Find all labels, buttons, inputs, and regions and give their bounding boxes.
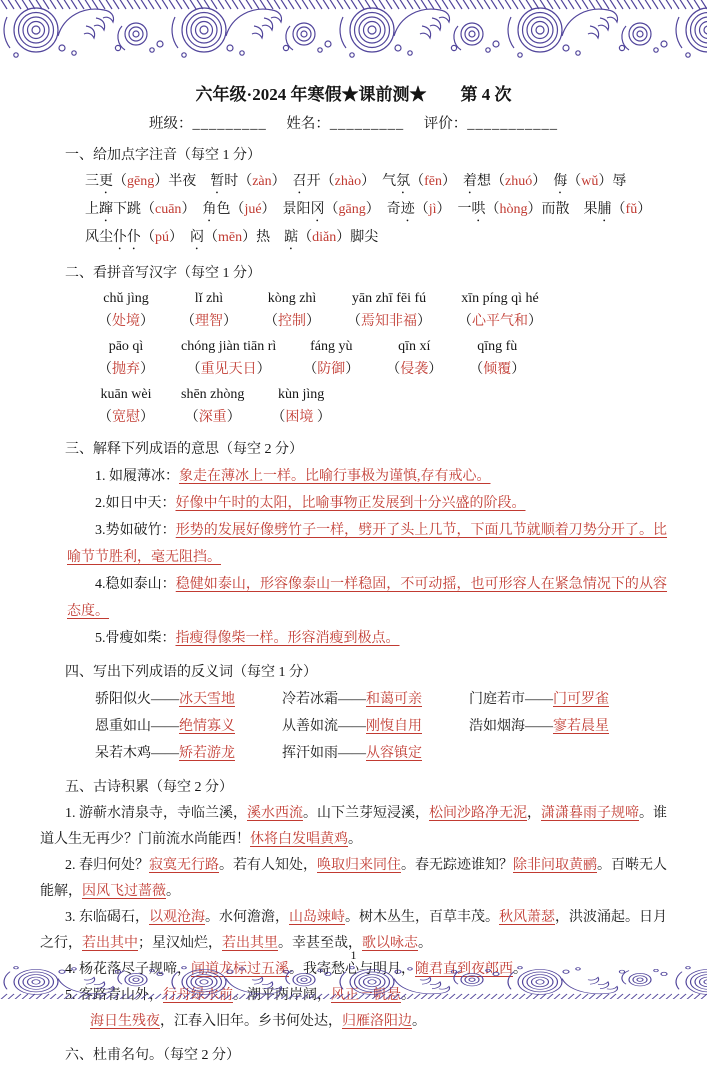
answer-text: 好像中午时的太阳，比喻事物正发展到十分兴盛的阶段。 xyxy=(175,496,526,511)
answer-text: 宽慰 xyxy=(112,410,140,425)
question-text: 。 xyxy=(412,1014,426,1029)
answer-text: 倾覆 xyxy=(483,362,512,377)
question-text: ）辱 xyxy=(598,174,627,189)
pinyin-answer-item xyxy=(98,336,154,381)
pinyin-answer-item xyxy=(271,384,331,429)
question-text: 踮 xyxy=(284,230,299,245)
question-text: 氛 xyxy=(396,174,411,189)
answer-in-parens: （深重） xyxy=(184,410,241,425)
idiom-explain-3 xyxy=(67,517,667,571)
question-text: ）脚尖 xyxy=(336,230,379,245)
question-text: 时（ xyxy=(224,174,253,189)
name-label: 姓名： xyxy=(286,116,330,132)
pinyin-text: chǔ jìng xyxy=(103,291,149,306)
answer-in-parens: （处境） xyxy=(98,314,154,329)
idiom-explain-5 xyxy=(67,625,667,652)
answer-text: 休将白发唱黄鸡 xyxy=(250,832,348,847)
antonym-answer: 绝情寡义 xyxy=(179,719,235,734)
answer-text: mēn xyxy=(218,230,243,245)
question-text: 色（ xyxy=(216,202,245,217)
pinyin-text: qīn xí xyxy=(398,339,431,354)
pinyin-text: qīng fù xyxy=(477,339,518,354)
question-text: 下跳（ xyxy=(113,202,155,217)
answer-text: gāng xyxy=(338,202,366,217)
page-title: 六年级·2024 年寒假★课前测★ 第 4 次 xyxy=(195,85,512,104)
answer-text: gēng xyxy=(127,174,155,189)
idiom-text: 冷若冰霜—— xyxy=(282,692,366,707)
question-text: ） xyxy=(365,202,387,217)
question-text: 。 xyxy=(418,936,432,951)
question-text: ）而散 xyxy=(527,202,584,217)
question-text: ） xyxy=(637,202,652,217)
question-text: 。春无踪迹谁知？ xyxy=(401,858,513,873)
question-text: 4.稳如泰山： xyxy=(95,577,176,592)
question-text: ）半夜 xyxy=(154,174,211,189)
question-text: 。若有人知处， xyxy=(219,858,317,873)
eval-label: 评价： xyxy=(423,116,468,132)
question-text: ，洪波涌起。日月之行， xyxy=(40,910,667,951)
question-text: 。 xyxy=(166,884,180,899)
question-text: ） xyxy=(532,174,554,189)
name-blank: _________ xyxy=(329,116,405,132)
answer-text: 除非问取黄鹂 xyxy=(513,858,597,873)
question-text: 。谁道人生无再少？门前流水尚能西！ xyxy=(40,806,667,847)
question-text: 2.如日中天： xyxy=(95,496,176,511)
pinyin-text: pāo qì xyxy=(108,339,144,354)
pinyin-row-2 xyxy=(98,336,667,381)
pinyin-text: kòng zhì xyxy=(267,291,317,306)
answer-text: 秋风萧瑟 xyxy=(499,910,555,925)
answer-in-parens: （宽慰） xyxy=(98,410,154,425)
pinyin-answer-item xyxy=(469,336,525,381)
answer-text: 深重 xyxy=(198,410,227,425)
pinyin-answer-item xyxy=(181,384,244,429)
answer-text: 焉知非福 xyxy=(361,314,417,329)
question-text: （ xyxy=(298,230,313,245)
pinyin-row-1 xyxy=(98,288,667,333)
antonym-answer: 刚愎自用 xyxy=(366,719,422,734)
idiom-text: 挥汗如雨—— xyxy=(282,746,366,761)
idiom-text: 呆若木鸡—— xyxy=(95,746,179,761)
pinyin-answer-item xyxy=(458,288,542,333)
phonetic-line-1 xyxy=(85,169,667,197)
answer-text: 唤取归来同住 xyxy=(317,858,401,873)
section3-heading: 三、解释下列成语的意思（每空 2 分） xyxy=(65,442,303,457)
question-text: 1. 如履薄冰： xyxy=(95,469,179,484)
question-text: 3.势如破竹： xyxy=(95,523,176,538)
answer-text: 心平气和 xyxy=(472,314,528,329)
answer-text: jì xyxy=(428,202,437,217)
question-text: 气 xyxy=(382,174,397,189)
question-text: 2. 春归何处？ xyxy=(65,858,149,873)
question-text: 闷 xyxy=(190,230,204,245)
answer-text: 海日生残夜 xyxy=(90,1014,160,1029)
question-text: （ xyxy=(204,230,218,245)
question-text: 召 xyxy=(292,174,307,189)
question-text: 三 xyxy=(85,174,99,189)
answer-text: 防御 xyxy=(317,362,346,377)
section5-heading: 五、古诗积累（每空 2 分） xyxy=(65,780,233,795)
answer-in-parens: （焉知非福） xyxy=(347,314,431,329)
question-text: ） xyxy=(261,202,283,217)
idiom-text: 浩如烟海—— xyxy=(469,719,553,734)
question-text: （ xyxy=(485,202,500,217)
antonym-pair xyxy=(95,740,282,767)
pinyin-text: kùn jìng xyxy=(278,387,325,402)
answer-text: cuān xyxy=(155,202,182,217)
poem-5-line-2 xyxy=(90,1009,667,1035)
answer-text: 指瘦得像柴一样。形容消瘦到极点。 xyxy=(175,631,400,646)
question-text: 上 xyxy=(85,202,99,217)
section2-heading: 二、看拼音写汉字（每空 1 分） xyxy=(65,266,261,281)
answer-text: fēn xyxy=(424,174,442,189)
idiom-text: 骄阳似火—— xyxy=(95,692,179,707)
pinyin-text: shēn zhòng xyxy=(181,387,245,402)
answer-in-parens: （控制） xyxy=(264,314,320,329)
pinyin-answer-item xyxy=(181,288,237,333)
answer-in-parens: （抛弃） xyxy=(98,362,154,377)
poem-2 xyxy=(40,853,667,905)
antonym-pair xyxy=(469,713,667,740)
question-text: 奇 xyxy=(386,202,401,217)
question-text: ） xyxy=(271,174,293,189)
answer-text: wǔ xyxy=(581,174,599,189)
question-text: 风尘 xyxy=(85,230,113,245)
answer-in-parens: （理智） xyxy=(181,314,237,329)
answer-text: zàn xyxy=(252,174,272,189)
answer-text: 理智 xyxy=(195,314,223,329)
question-text: （ xyxy=(324,202,339,217)
antonym-answer: 门可罗雀 xyxy=(553,692,609,707)
question-text: 侮 xyxy=(553,174,568,189)
question-text: 。山下兰芽短浸溪， xyxy=(303,806,429,821)
question-text: 果 xyxy=(583,202,598,217)
wave-border-bottom xyxy=(0,966,707,999)
pinyin-text: fáng yù xyxy=(310,339,353,354)
question-text: 着 xyxy=(462,174,477,189)
question-text: （ xyxy=(567,174,582,189)
pinyin-text: chóng jiàn tiān rì xyxy=(181,339,277,354)
answer-text: zhuó xyxy=(504,174,533,189)
question-text: 迹 xyxy=(400,202,415,217)
question-text: ， xyxy=(527,806,541,821)
question-text: 仆 xyxy=(113,230,127,245)
antonym-answer: 寥若晨星 xyxy=(553,719,609,734)
question-text: 想（ xyxy=(476,174,505,189)
phonetic-line-2 xyxy=(85,197,667,225)
answer-text: diǎn xyxy=(312,230,337,245)
question-text: 1. 游蕲水清泉寺，寺临兰溪， xyxy=(65,806,247,821)
question-text: （ xyxy=(414,202,429,217)
antonym-row-3 xyxy=(95,740,667,767)
question-text: 。水何澹澹， xyxy=(205,910,289,925)
question-text: 仆 xyxy=(127,230,141,245)
poem-1 xyxy=(40,801,667,853)
question-text: 。百啭无人能解， xyxy=(40,858,667,899)
antonym-answer: 矫若游龙 xyxy=(179,746,235,761)
antonym-answer: 和蔼可亲 xyxy=(366,692,422,707)
class-label: 班级： xyxy=(149,116,193,132)
answer-text: 归雁洛阳边 xyxy=(342,1014,412,1029)
answer-text: pú xyxy=(155,230,169,245)
phonetic-line-3 xyxy=(85,225,667,253)
idiom-text: 恩重如山—— xyxy=(95,719,179,734)
idiom-explain-2 xyxy=(67,490,667,517)
question-text: 蹿 xyxy=(99,202,113,217)
idiom-explain-4 xyxy=(67,571,667,625)
answer-text: 控制 xyxy=(278,314,306,329)
pinyin-answer-item xyxy=(303,336,359,381)
class-blank: _________ xyxy=(192,116,267,132)
answer-text: 松间沙路净无泥 xyxy=(429,806,527,821)
answer-text: 形势的发展好像劈竹子一样，劈开了头上几节，下面几节就顺着刀势分开了。比喻节节胜利，毫无阻挡。 xyxy=(67,523,668,565)
question-text: 5.骨瘦如柴： xyxy=(95,631,176,646)
question-text: （ xyxy=(113,174,127,189)
answer-text: jué xyxy=(244,202,262,217)
pinyin-answer-item xyxy=(98,288,154,333)
question-text: ） xyxy=(181,202,203,217)
answer-in-parens: （倾覆） xyxy=(469,362,526,377)
answer-text: hòng xyxy=(499,202,528,217)
pinyin-text: kuān wèi xyxy=(100,387,152,402)
question-text: 开（ xyxy=(306,174,335,189)
answer-in-parens: （心平气和） xyxy=(458,314,542,329)
pinyin-answer-item xyxy=(181,336,276,381)
antonym-pair xyxy=(469,686,667,713)
question-text: ）热 xyxy=(242,230,285,245)
question-text: 3. 东临碣石， xyxy=(65,910,149,925)
antonym-pair xyxy=(95,713,282,740)
question-text: 更 xyxy=(99,174,113,189)
answer-text: 山岛竦峙 xyxy=(289,910,345,925)
answer-in-parens: （防御） xyxy=(303,362,360,377)
answer-text: 歌以咏志 xyxy=(362,936,418,951)
pinyin-text: xīn píng qì hé xyxy=(461,291,539,306)
answer-in-parens: （困境 ） xyxy=(271,410,331,425)
antonym-pair xyxy=(282,686,469,713)
answer-in-parens: （侵袭） xyxy=(386,362,443,377)
question-text: ） xyxy=(169,230,190,245)
question-text: 。幸甚至哉， xyxy=(278,936,362,951)
pinyin-answer-item xyxy=(264,288,320,333)
section4-heading: 四、写出下列成语的反义词（每空 1 分） xyxy=(65,665,317,680)
question-text: 。树木丛生，百草丰茂。 xyxy=(345,910,499,925)
antonym-row-1 xyxy=(95,686,667,713)
antonym-pair xyxy=(282,740,469,767)
question-text: ） xyxy=(436,202,458,217)
question-text: （ xyxy=(611,202,626,217)
answer-text: 若出其中 xyxy=(82,936,138,951)
answer-text: 潇潇暮雨子规啼 xyxy=(541,806,639,821)
question-text: ，江春入旧年。乡书何处达， xyxy=(160,1014,342,1029)
answer-text: zhào xyxy=(334,174,362,189)
pinyin-answer-item xyxy=(386,336,442,381)
question-text: 脯 xyxy=(597,202,612,217)
answer-text: 因风飞过蔷薇 xyxy=(82,884,166,899)
answer-text: 以观沧海 xyxy=(149,910,205,925)
section1-heading: 一、给加点字注音（每空 1 分） xyxy=(65,148,261,163)
idiom-text: 从善如流—— xyxy=(282,719,366,734)
answer-text: 寂寞无行路 xyxy=(149,858,219,873)
answer-text: 侵袭 xyxy=(400,362,429,377)
answer-text: 抛弃 xyxy=(112,362,140,377)
pinyin-answer-item xyxy=(347,288,431,333)
antonym-answer: 冰天雪地 xyxy=(179,692,235,707)
question-text: 景阳 xyxy=(282,202,311,217)
answer-text: 稳健如泰山，形容像泰山一样稳固，不可动摇，也可形容人在紧急情况下的从容态度。 xyxy=(67,577,668,619)
question-text: （ xyxy=(410,174,425,189)
question-text: 角 xyxy=(202,202,217,217)
pinyin-text: yān zhī fēi fú xyxy=(351,291,427,306)
antonym-pair xyxy=(95,686,282,713)
pinyin-row-3 xyxy=(98,384,667,429)
antonym-answer: 从容镇定 xyxy=(366,746,422,761)
question-text: 暂 xyxy=(210,174,225,189)
question-text: （ xyxy=(141,230,155,245)
idiom-text: 门庭若市—— xyxy=(469,692,553,707)
page-number: 1 xyxy=(350,948,357,962)
answer-text: 溪水西流 xyxy=(247,806,303,821)
section6-heading: 六、杜甫名句。（每空 2 分） xyxy=(65,1048,240,1063)
answer-text: 处境 xyxy=(112,314,140,329)
antonym-pair xyxy=(282,713,469,740)
question-text: 冈 xyxy=(310,202,325,217)
question-text: ） xyxy=(361,174,383,189)
pinyin-answer-item xyxy=(98,384,154,429)
answer-text: 困境 xyxy=(285,410,317,425)
question-text: ；星汉灿烂， xyxy=(138,936,222,951)
student-info-line xyxy=(40,113,667,135)
answer-text: 象走在薄冰上一样。比喻行事极为谨慎,存有戒心。 xyxy=(179,469,491,484)
question-text: 。 xyxy=(348,832,362,847)
answer-text: 若出其里 xyxy=(222,936,278,951)
idiom-explain-1 xyxy=(67,463,667,490)
eval-blank: ___________ xyxy=(467,116,558,132)
question-text: 哄 xyxy=(471,202,486,217)
answer-text: fǔ xyxy=(625,202,638,217)
pinyin-text: lǐ zhì xyxy=(194,291,224,306)
question-text: 一 xyxy=(457,202,472,217)
antonym-row-2 xyxy=(95,713,667,740)
answer-in-parens: （重见天日） xyxy=(186,362,271,377)
question-text: ） xyxy=(441,174,463,189)
answer-text: 重见天日 xyxy=(200,362,257,377)
